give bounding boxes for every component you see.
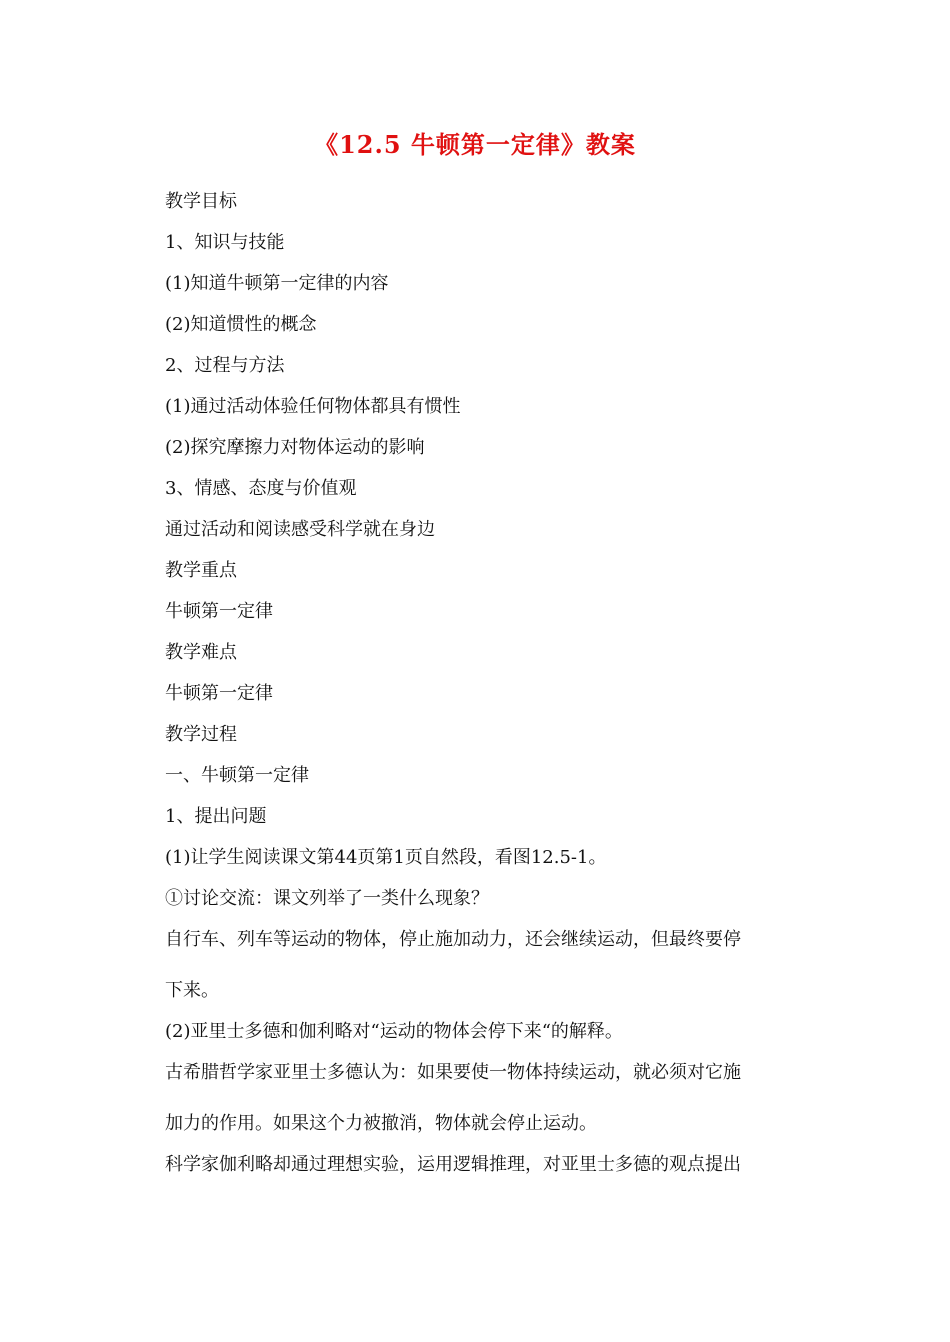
text-line: 下来。 — [165, 980, 219, 1001]
text-line: 教学目标 — [165, 191, 237, 212]
text-line: 牛顿第一定律 — [165, 683, 273, 704]
text-line: ①讨论交流：课文列举了一类什么现象？ — [165, 888, 489, 909]
text-line: 通过活动和阅读感受科学就在身边 — [165, 519, 435, 540]
text-line: 科学家伽利略却通过理想实验，运用逻辑推理，对亚里士多德的观点提出 — [165, 1154, 741, 1175]
text-line: 加力的作用。如果这个力被撤消，物体就会停止运动。 — [165, 1113, 597, 1134]
text-line: 1、知识与技能 — [165, 232, 285, 253]
text-line: (1)让学生阅读课文第44页第1页自然段，看图12.5-1。 — [165, 847, 607, 868]
text-line: (2)亚里士多德和伽利略对“运动的物体会停下来“的解释。 — [165, 1021, 623, 1042]
text-line: (1)通过活动体验任何物体都具有惯性 — [165, 396, 461, 417]
text-line: (1)知道牛顿第一定律的内容 — [165, 273, 389, 294]
text-line: (2)探究摩擦力对物体运动的影响 — [165, 437, 425, 458]
text-line: 教学重点 — [165, 560, 237, 581]
text-line: 3、情感、态度与价值观 — [165, 478, 357, 499]
text-line: 教学过程 — [165, 724, 237, 745]
text-line: (2)知道惯性的概念 — [165, 314, 317, 335]
document-title: 《12.5 牛顿第一定律》教案 — [314, 130, 636, 159]
document-body — [165, 188, 790, 1178]
text-line: 古希腊哲学家亚里士多德认为：如果要使一物体持续运动，就必须对它施 — [165, 1062, 741, 1083]
text-line: 牛顿第一定律 — [165, 601, 273, 622]
text-line: 1、提出问题 — [165, 806, 267, 827]
text-line: 2、过程与方法 — [165, 355, 285, 376]
text-line: 教学难点 — [165, 642, 237, 663]
text-line: 一、牛顿第一定律 — [165, 765, 309, 786]
text-line: 自行车、列车等运动的物体，停止施加动力，还会继续运动，但最终要停 — [165, 929, 741, 950]
